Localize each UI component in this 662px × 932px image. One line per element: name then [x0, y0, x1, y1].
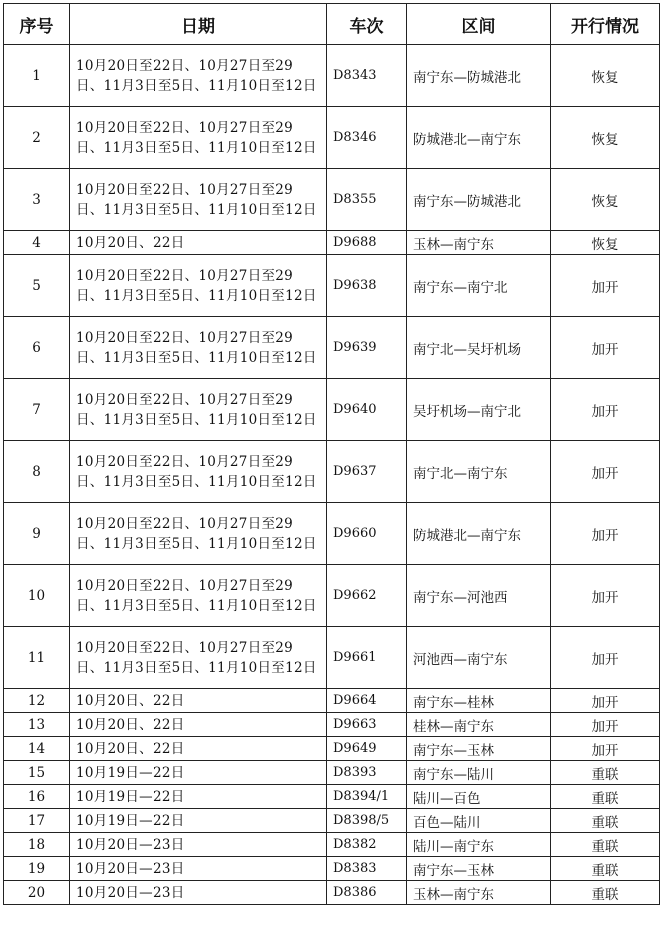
cell-date: 10月20日至22日、10月27日至29日、11月3日至5日、11月10日至12日 — [70, 627, 327, 689]
table-row — [4, 833, 660, 857]
header-route-section: 区间 — [407, 4, 551, 45]
cell-date: 10月20日、22日 — [70, 689, 327, 713]
cell-route-section: 南宁北—南宁东 — [407, 441, 551, 503]
cell-train-number: D9640 — [327, 379, 407, 441]
cell-serial-number: 10 — [4, 565, 70, 627]
cell-route-section: 河池西—南宁东 — [407, 627, 551, 689]
cell-operation-status: 重联 — [551, 881, 660, 905]
table-row — [4, 737, 660, 761]
cell-route-section: 玉林—南宁东 — [407, 231, 551, 255]
cell-date: 10月20日—23日 — [70, 833, 327, 857]
cell-serial-number: 2 — [4, 107, 70, 169]
table-row — [4, 785, 660, 809]
cell-date: 10月19日—22日 — [70, 761, 327, 785]
table-row — [4, 169, 660, 231]
cell-serial-number: 19 — [4, 857, 70, 881]
cell-route-section: 玉林—南宁东 — [407, 881, 551, 905]
table-row — [4, 761, 660, 785]
cell-train-number: D9649 — [327, 737, 407, 761]
cell-date: 10月20日至22日、10月27日至29日、11月3日至5日、11月10日至12日 — [70, 565, 327, 627]
cell-operation-status: 加开 — [551, 737, 660, 761]
cell-operation-status: 恢复 — [551, 107, 660, 169]
table-header — [4, 4, 660, 45]
cell-serial-number: 16 — [4, 785, 70, 809]
table-row — [4, 881, 660, 905]
cell-date: 10月20日至22日、10月27日至29日、11月3日至5日、11月10日至12日 — [70, 503, 327, 565]
cell-train-number: D8386 — [327, 881, 407, 905]
cell-train-number: D8346 — [327, 107, 407, 169]
cell-serial-number: 17 — [4, 809, 70, 833]
table-row — [4, 857, 660, 881]
cell-route-section: 南宁东—桂林 — [407, 689, 551, 713]
cell-route-section: 陆川—南宁东 — [407, 833, 551, 857]
cell-serial-number: 4 — [4, 231, 70, 255]
cell-operation-status: 加开 — [551, 441, 660, 503]
cell-route-section: 南宁东—玉林 — [407, 857, 551, 881]
cell-train-number: D9663 — [327, 713, 407, 737]
cell-operation-status: 加开 — [551, 317, 660, 379]
cell-serial-number: 12 — [4, 689, 70, 713]
table-row — [4, 107, 660, 169]
cell-serial-number: 8 — [4, 441, 70, 503]
cell-date: 10月19日—22日 — [70, 809, 327, 833]
table-row — [4, 713, 660, 737]
cell-serial-number: 1 — [4, 45, 70, 107]
cell-operation-status: 加开 — [551, 565, 660, 627]
cell-operation-status: 加开 — [551, 689, 660, 713]
cell-operation-status: 重联 — [551, 761, 660, 785]
cell-route-section: 防城港北—南宁东 — [407, 107, 551, 169]
cell-operation-status: 加开 — [551, 255, 660, 317]
cell-route-section: 桂林—南宁东 — [407, 713, 551, 737]
cell-serial-number: 5 — [4, 255, 70, 317]
table-row — [4, 441, 660, 503]
table-row — [4, 565, 660, 627]
cell-serial-number: 9 — [4, 503, 70, 565]
cell-operation-status: 加开 — [551, 379, 660, 441]
header-train-number: 车次 — [327, 4, 407, 45]
cell-train-number: D9639 — [327, 317, 407, 379]
cell-date: 10月20日至22日、10月27日至29日、11月3日至5日、11月10日至12日 — [70, 169, 327, 231]
cell-operation-status: 恢复 — [551, 169, 660, 231]
cell-train-number: D8393 — [327, 761, 407, 785]
cell-train-number: D8343 — [327, 45, 407, 107]
cell-date: 10月20日至22日、10月27日至29日、11月3日至5日、11月10日至12日 — [70, 379, 327, 441]
table-row — [4, 627, 660, 689]
cell-operation-status: 恢复 — [551, 231, 660, 255]
cell-operation-status: 恢复 — [551, 45, 660, 107]
cell-serial-number: 3 — [4, 169, 70, 231]
cell-date: 10月20日、22日 — [70, 713, 327, 737]
cell-train-number: D8355 — [327, 169, 407, 231]
cell-train-number: D9637 — [327, 441, 407, 503]
cell-train-number: D8383 — [327, 857, 407, 881]
cell-route-section: 百色—陆川 — [407, 809, 551, 833]
cell-serial-number: 6 — [4, 317, 70, 379]
cell-date: 10月19日—22日 — [70, 785, 327, 809]
table-body — [4, 45, 660, 905]
cell-operation-status: 重联 — [551, 785, 660, 809]
cell-train-number: D9660 — [327, 503, 407, 565]
cell-train-number: D8398/5 — [327, 809, 407, 833]
header-serial-number: 序号 — [4, 4, 70, 45]
cell-train-number: D8382 — [327, 833, 407, 857]
cell-train-number: D9638 — [327, 255, 407, 317]
cell-route-section: 南宁东—南宁北 — [407, 255, 551, 317]
cell-operation-status: 加开 — [551, 713, 660, 737]
table-row — [4, 689, 660, 713]
table-row — [4, 809, 660, 833]
table-row — [4, 503, 660, 565]
cell-date: 10月20日至22日、10月27日至29日、11月3日至5日、11月10日至12日 — [70, 317, 327, 379]
cell-route-section: 防城港北—南宁东 — [407, 503, 551, 565]
cell-operation-status: 加开 — [551, 503, 660, 565]
table-row — [4, 255, 660, 317]
cell-serial-number: 15 — [4, 761, 70, 785]
cell-date: 10月20日至22日、10月27日至29日、11月3日至5日、11月10日至12日 — [70, 107, 327, 169]
cell-date: 10月20日至22日、10月27日至29日、11月3日至5日、11月10日至12日 — [70, 441, 327, 503]
cell-train-number: D9662 — [327, 565, 407, 627]
cell-serial-number: 7 — [4, 379, 70, 441]
cell-date: 10月20日—23日 — [70, 881, 327, 905]
cell-operation-status: 重联 — [551, 857, 660, 881]
table-row — [4, 317, 660, 379]
cell-serial-number: 20 — [4, 881, 70, 905]
cell-serial-number: 13 — [4, 713, 70, 737]
cell-operation-status: 重联 — [551, 809, 660, 833]
cell-operation-status: 重联 — [551, 833, 660, 857]
table-row — [4, 45, 660, 107]
table-row — [4, 231, 660, 255]
cell-date: 10月20日、22日 — [70, 737, 327, 761]
table-row — [4, 379, 660, 441]
cell-route-section: 南宁东—陆川 — [407, 761, 551, 785]
cell-route-section: 南宁东—防城港北 — [407, 45, 551, 107]
cell-route-section: 南宁东—玉林 — [407, 737, 551, 761]
cell-route-section: 陆川—百色 — [407, 785, 551, 809]
cell-route-section: 吴圩机场—南宁北 — [407, 379, 551, 441]
cell-train-number: D8394/1 — [327, 785, 407, 809]
cell-serial-number: 14 — [4, 737, 70, 761]
cell-serial-number: 11 — [4, 627, 70, 689]
cell-operation-status: 加开 — [551, 627, 660, 689]
cell-date: 10月20日—23日 — [70, 857, 327, 881]
train-schedule-table — [3, 3, 660, 905]
header-row — [4, 4, 660, 45]
cell-train-number: D9688 — [327, 231, 407, 255]
cell-date: 10月20日、22日 — [70, 231, 327, 255]
cell-route-section: 南宁北—吴圩机场 — [407, 317, 551, 379]
cell-train-number: D9664 — [327, 689, 407, 713]
cell-route-section: 南宁东—防城港北 — [407, 169, 551, 231]
cell-date: 10月20日至22日、10月27日至29日、11月3日至5日、11月10日至12日 — [70, 255, 327, 317]
cell-route-section: 南宁东—河池西 — [407, 565, 551, 627]
cell-train-number: D9661 — [327, 627, 407, 689]
cell-serial-number: 18 — [4, 833, 70, 857]
header-operation-status: 开行情况 — [551, 4, 660, 45]
cell-date: 10月20日至22日、10月27日至29日、11月3日至5日、11月10日至12日 — [70, 45, 327, 107]
header-date: 日期 — [70, 4, 327, 45]
